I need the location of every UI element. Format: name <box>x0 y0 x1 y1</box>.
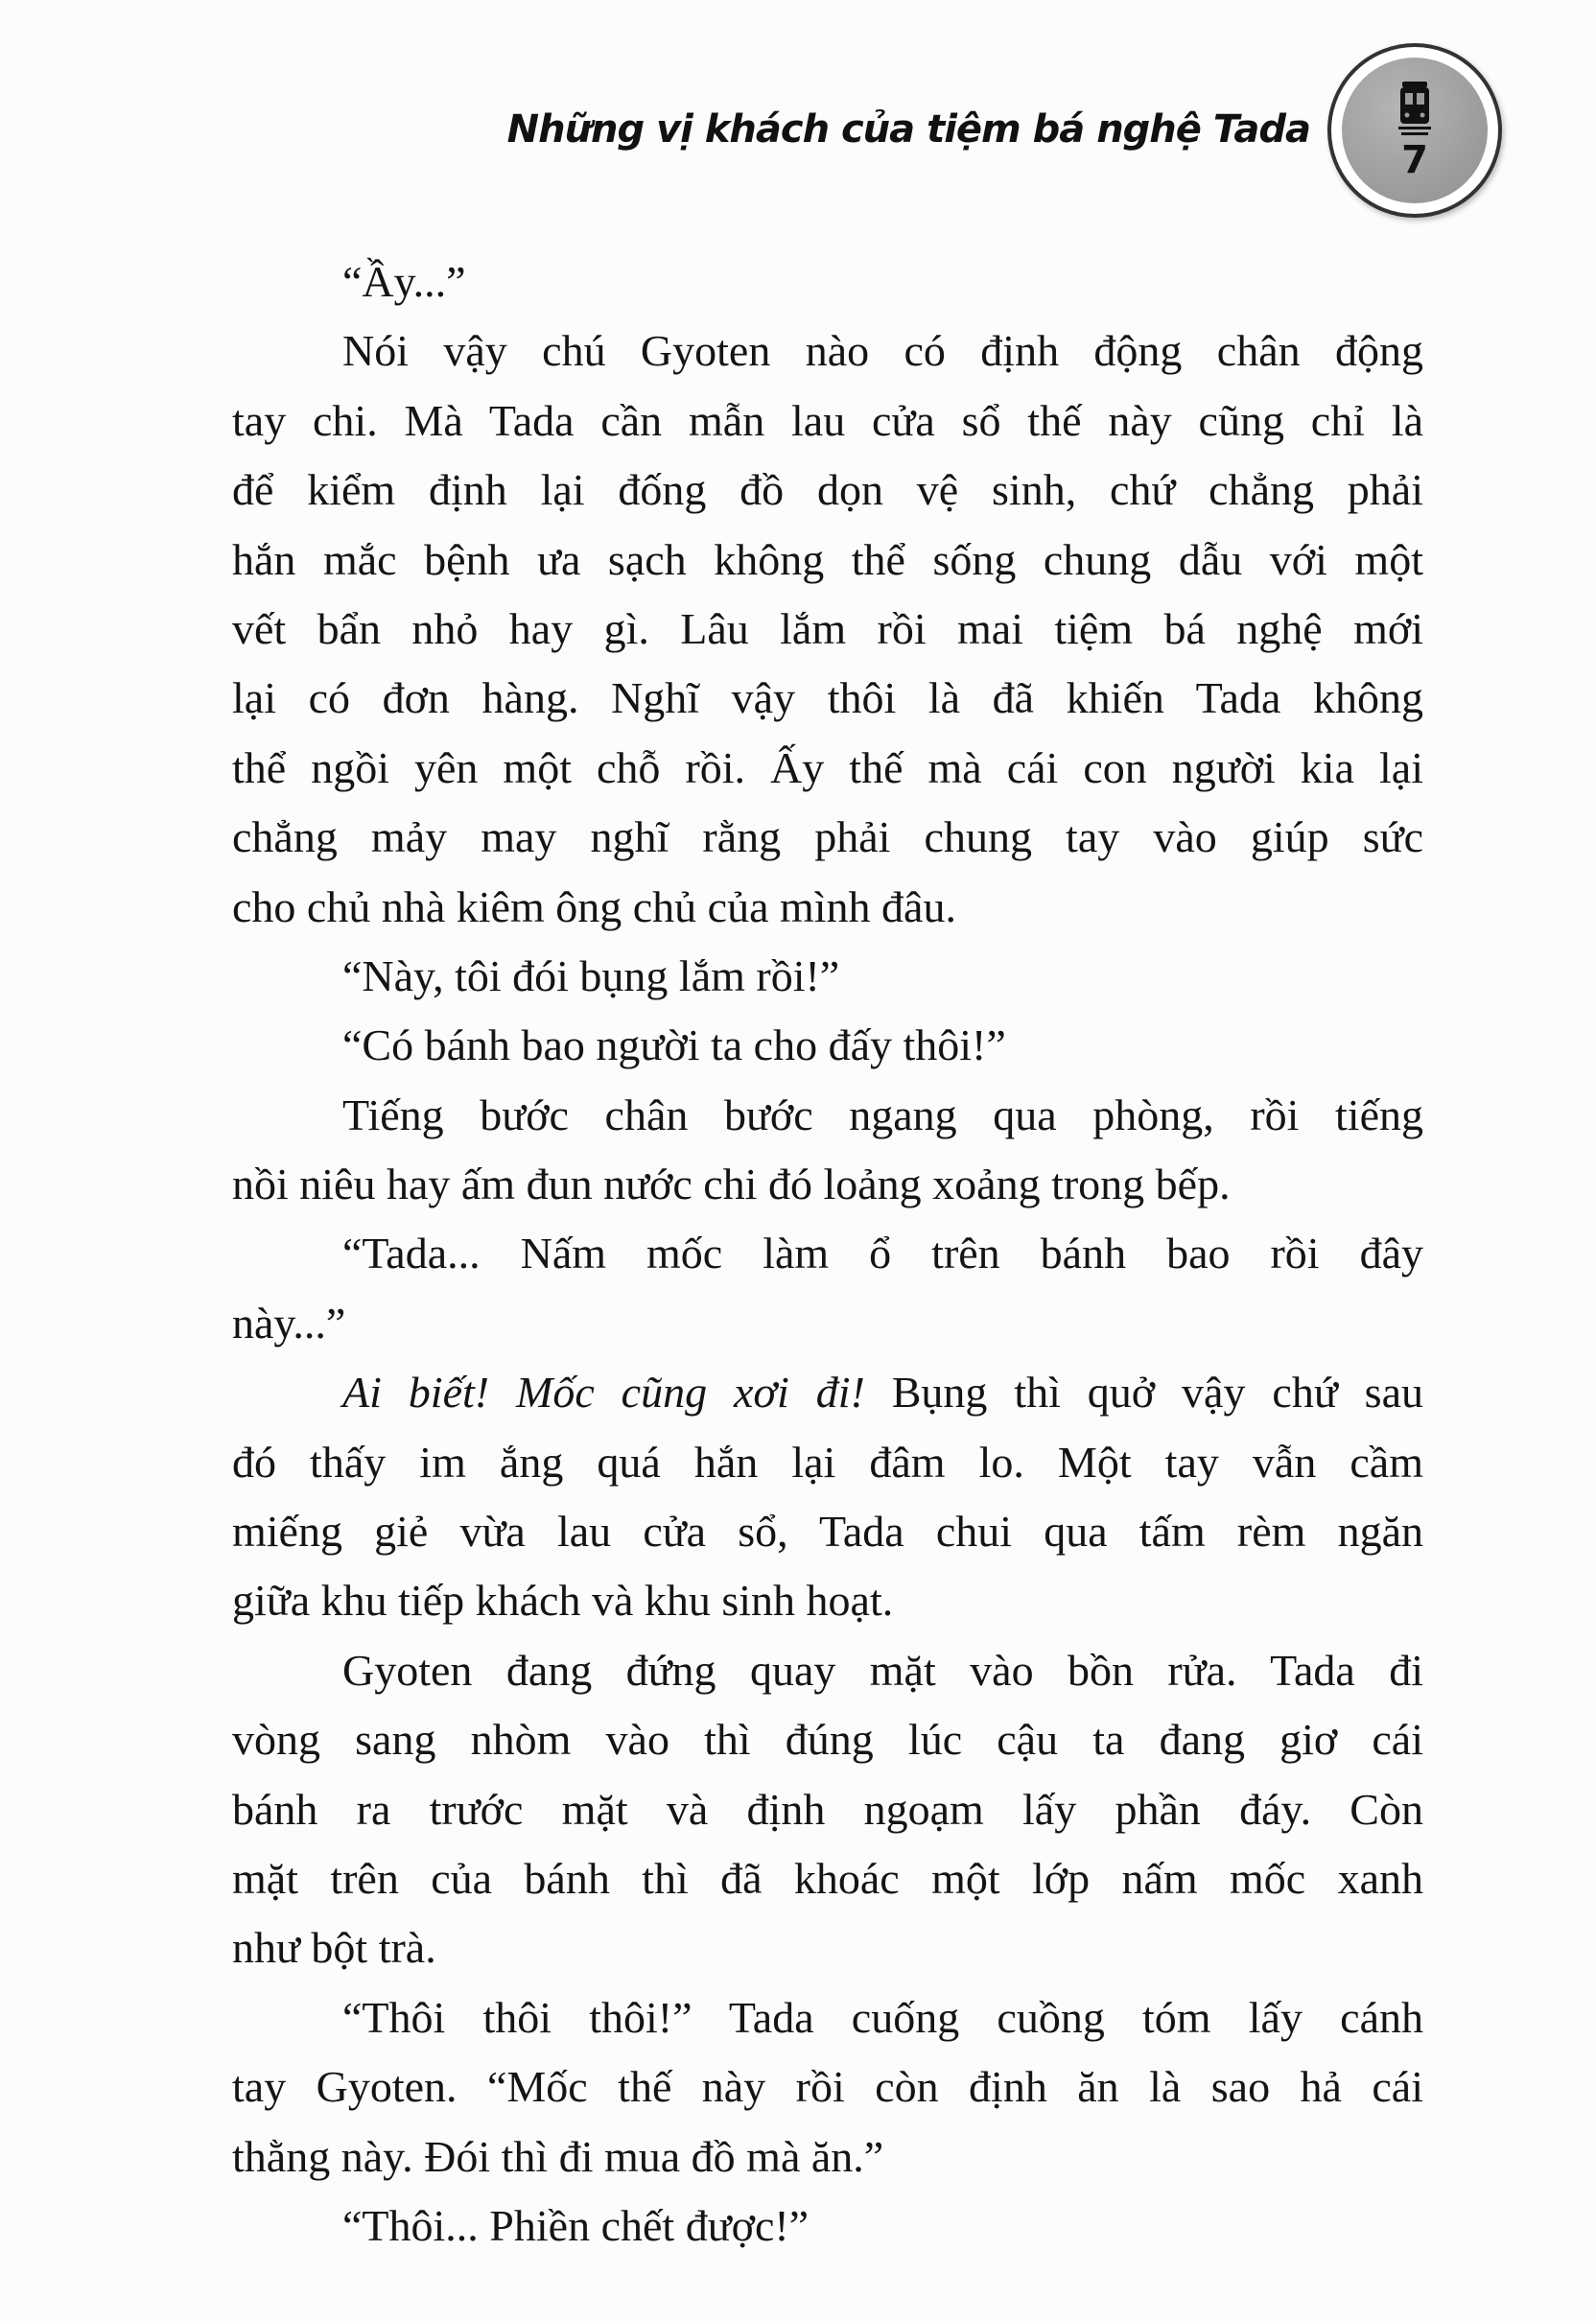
text-line <box>232 942 1423 1011</box>
text-line <box>232 1775 1423 1844</box>
text-line <box>232 247 1423 316</box>
line-text: Gyoten đang đứng quay mặt vào bồn rửa. Tada đi <box>342 1645 1423 1695</box>
line-text: hắn mắc bệnh ưa sạch không thể sống chung dẫu với một <box>232 534 1423 584</box>
chapter-badge-inner <box>1342 58 1488 203</box>
line-text: cho chủ nhà kiêm ông chủ của mình đâu. <box>232 881 956 931</box>
line-text: “Thôi... Phiền chết được!” <box>342 2200 810 2250</box>
line-text: giữa khu tiếp khách và khu sinh hoạt. <box>232 1576 894 1626</box>
text-line <box>232 526 1423 595</box>
text-line <box>232 1358 1423 1427</box>
body-text <box>232 247 1423 2261</box>
text-line <box>232 387 1423 456</box>
text-line <box>232 734 1423 803</box>
line-text: tay Gyoten. “Mốc thế này rồi còn định ăn là sao hả cái <box>232 2062 1423 2112</box>
text-line <box>232 2052 1423 2122</box>
line-text: “Thôi thôi thôi!” Tada cuống cuồng tóm lấy cánh <box>342 1992 1423 2042</box>
line-text: vết bẩn nhỏ hay gì. Lâu lắm rồi mai tiệm bá nghệ mới <box>232 603 1423 653</box>
text-line <box>232 1219 1423 1288</box>
line-text: tay chi. Mà Tada cần mẫn lau cửa sổ thế này cũng chỉ là <box>232 395 1423 445</box>
line-text: miếng giẻ vừa lau cửa sổ, Tada chui qua tấm rèm ngăn <box>232 1507 1423 1557</box>
train-icon <box>1398 82 1431 137</box>
text-line <box>232 1428 1423 1497</box>
text-line <box>232 2122 1423 2192</box>
line-text: Tiếng bước chân bước ngang qua phòng, rồi tiếng <box>342 1090 1423 1139</box>
text-line <box>232 1983 1423 2052</box>
line-text: chẳng mảy may nghĩ rằng phải chung tay vào giúp sức <box>232 812 1423 862</box>
text-line <box>232 803 1423 872</box>
text-line <box>232 664 1423 733</box>
text-line <box>232 1913 1423 1982</box>
italic-thought: Ai biết! Mốc cũng xơi đi! <box>342 1368 865 1418</box>
text-line <box>232 1081 1423 1150</box>
line-text: vòng sang nhòm vào thì đúng lúc cậu ta đang giơ cái <box>232 1715 1423 1765</box>
text-line <box>232 1497 1423 1566</box>
line-text: như bột trà. <box>232 1923 436 1973</box>
line-text: mặt trên của bánh thì đã khoác một lớp nấm mốc xanh <box>232 1853 1423 1903</box>
line-text: đó thấy im ắng quá hắn lại đâm lo. Một tay vẫn cầm <box>232 1437 1423 1487</box>
line-text: bánh ra trước mặt và định ngoạm lấy phần đáy. Còn <box>232 1784 1423 1834</box>
text-line <box>232 595 1423 664</box>
line-text: Nói vậy chú Gyoten nào có định động chân động <box>342 326 1423 376</box>
line-text: “Tada... Nấm mốc làm ổ trên bánh bao rồi đây <box>342 1229 1423 1278</box>
line-text: “Có bánh bao người ta cho đấy thôi!” <box>342 1020 1006 1070</box>
text-line <box>232 456 1423 525</box>
chapter-badge <box>1327 43 1502 218</box>
line-text: thằng này. Đói thì đi mua đồ mà ăn.” <box>232 2131 884 2181</box>
text-line <box>232 873 1423 942</box>
text-line <box>232 2192 1423 2261</box>
line-text: “Này, tôi đói bụng lắm rồi!” <box>342 950 840 1000</box>
line-text: để kiểm định lại đống đồ dọn vệ sinh, chứ chẳng phải <box>232 465 1423 515</box>
text-line <box>232 1844 1423 1913</box>
running-title: Những vị khách của tiệm bá nghệ Tada <box>506 107 1310 152</box>
line-text: nồi niêu hay ấm đun nước chi đó loảng xoảng trong bếp. <box>232 1160 1231 1209</box>
line-text: lại có đơn hàng. Nghĩ vậy thôi là đã khiến Tada không <box>232 673 1423 723</box>
text-line <box>232 1566 1423 1635</box>
line-text: “Ầy...” <box>342 257 466 306</box>
line-text: Bụng thì quở vậy chứ sau <box>864 1368 1423 1418</box>
text-line <box>232 1011 1423 1080</box>
text-line <box>232 1150 1423 1219</box>
text-line <box>232 1636 1423 1705</box>
page-number: 7 <box>1401 138 1428 182</box>
line-text: này...” <box>232 1298 346 1348</box>
text-line <box>232 1289 1423 1358</box>
line-text: thể ngồi yên một chỗ rồi. Ấy thế mà cái con người kia lại <box>232 742 1423 792</box>
text-line <box>232 316 1423 386</box>
text-line <box>232 1705 1423 1774</box>
